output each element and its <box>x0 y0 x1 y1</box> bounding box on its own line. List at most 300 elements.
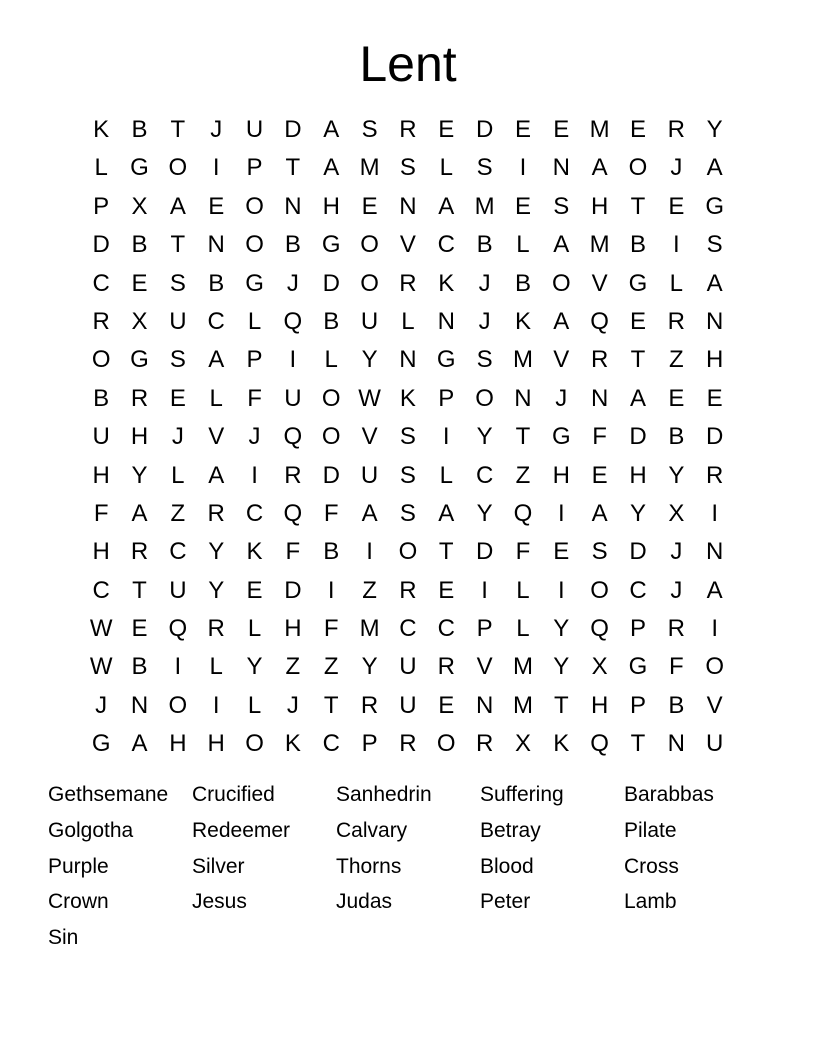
grid-letter: G <box>628 269 648 297</box>
grid-letter: F <box>93 499 109 527</box>
grid-letter: Y <box>706 116 723 143</box>
grid-letter: I <box>366 538 373 566</box>
grid-letter: Q <box>590 307 609 335</box>
grid-letter: U <box>245 116 264 143</box>
grid-letter: L <box>209 653 223 681</box>
grid-letter: B <box>208 269 225 297</box>
grid-letter: G <box>245 269 264 297</box>
grid-letter: C <box>245 499 264 527</box>
grid-letter: K <box>438 269 455 297</box>
word-list-item: Blood <box>480 854 534 878</box>
word-list-item: Calvary <box>336 818 408 842</box>
grid-letter: X <box>131 307 148 335</box>
grid-letter: T <box>170 231 186 259</box>
grid-row <box>82 226 734 264</box>
grid-row <box>82 341 734 379</box>
grid-letter: O <box>360 269 379 297</box>
grid-letter: E <box>131 615 148 643</box>
grid-letter: Y <box>476 499 493 527</box>
grid-letter: Q <box>590 730 609 758</box>
grid-letter: T <box>630 730 646 758</box>
grid-letter: U <box>284 384 302 412</box>
grid-letter: Y <box>668 461 685 489</box>
grid-letter: L <box>516 231 530 259</box>
grid-letter: Q <box>590 615 609 643</box>
grid-letter: D <box>284 576 302 604</box>
grid-letter: U <box>92 423 110 451</box>
grid-letter: R <box>667 307 685 335</box>
grid-letter: P <box>629 691 646 719</box>
grid-letter: O <box>168 691 188 719</box>
grid-letter: Y <box>361 653 378 681</box>
grid-letter: B <box>323 538 340 566</box>
grid-letter: W <box>89 615 113 643</box>
grid-letter: D <box>629 538 647 566</box>
grid-letter: P <box>476 615 493 643</box>
grid-letter: J <box>95 691 108 719</box>
grid-letter: R <box>130 384 149 412</box>
grid-letter: B <box>629 231 646 259</box>
grid-letter: M <box>589 116 610 143</box>
word-list-item: Golgotha <box>48 818 134 842</box>
grid-letter: C <box>169 538 187 566</box>
grid-letter: O <box>398 538 418 566</box>
grid-letter: F <box>285 538 301 566</box>
grid-letter: B <box>668 691 685 719</box>
grid-letter: K <box>553 730 570 758</box>
grid-letter: H <box>169 730 187 758</box>
grid-letter: T <box>170 116 186 143</box>
grid-letter: Q <box>283 423 303 451</box>
grid-letter: L <box>247 691 262 719</box>
grid-letter: O <box>551 269 571 297</box>
grid-letter: F <box>592 423 607 451</box>
grid-letter: O <box>628 154 648 182</box>
grid-letter: T <box>132 576 147 604</box>
grid-letter: M <box>512 653 533 681</box>
grid-row <box>82 265 734 303</box>
grid-letter: F <box>323 615 339 643</box>
grid-letter: A <box>208 346 225 374</box>
grid-letter: Z <box>668 346 684 374</box>
grid-row <box>82 687 734 725</box>
grid-letter: L <box>247 615 262 643</box>
grid-letter: X <box>514 730 531 758</box>
grid-letter: I <box>711 615 718 643</box>
grid-letter: M <box>512 691 533 719</box>
grid-letter: Y <box>246 653 263 681</box>
word-list-item: Sin <box>48 926 79 950</box>
grid-letter: J <box>286 691 299 719</box>
grid-letter: E <box>246 576 263 604</box>
grid-letter: D <box>322 461 340 489</box>
grid-letter: I <box>672 231 680 259</box>
grid-letter: N <box>706 538 724 566</box>
grid-letter: H <box>322 192 340 220</box>
grid-letter: U <box>169 307 187 335</box>
grid-letter: O <box>168 154 188 182</box>
grid-letter: K <box>246 538 263 566</box>
grid-letter: N <box>552 154 570 182</box>
grid-letter: A <box>591 154 608 182</box>
grid-row <box>82 111 734 149</box>
grid-letter: D <box>322 269 340 297</box>
grid-letter: H <box>552 461 570 489</box>
grid-letter: G <box>628 653 648 681</box>
grid-letter: H <box>92 461 110 489</box>
grid-letter: B <box>93 384 110 412</box>
grid-letter: J <box>210 116 223 143</box>
grid-letter: O <box>475 384 494 412</box>
grid-letter: E <box>169 384 186 412</box>
grid-letter: Y <box>476 423 493 451</box>
grid-letter: N <box>207 231 225 259</box>
word-list-item: Purple <box>48 854 109 878</box>
grid-letter: I <box>327 576 335 604</box>
grid-letter: A <box>706 154 723 182</box>
grid-letter: E <box>706 384 723 412</box>
grid-letter: O <box>321 384 341 412</box>
grid-letter: F <box>247 384 262 412</box>
grid-letter: Q <box>283 307 303 335</box>
grid-letter: N <box>399 192 417 220</box>
grid-letter: Y <box>553 615 570 643</box>
grid-letter: J <box>478 269 491 297</box>
grid-letter: H <box>92 538 110 566</box>
grid-letter: L <box>209 384 223 412</box>
grid-letter: V <box>591 269 608 297</box>
grid-letter: M <box>512 346 533 374</box>
grid-letter: J <box>555 384 568 412</box>
grid-letter: P <box>93 192 110 220</box>
grid-letter: A <box>361 499 378 527</box>
grid-letter: O <box>321 423 341 451</box>
word-list-item: Silver <box>192 854 245 878</box>
grid-letter: R <box>207 615 225 643</box>
grid-letter: U <box>360 461 379 489</box>
grid-letter: N <box>590 384 609 412</box>
grid-letter: V <box>208 423 225 451</box>
grid-letter: E <box>553 538 570 566</box>
grid-letter: A <box>706 576 723 604</box>
grid-letter: L <box>401 307 415 335</box>
grid-letter: G <box>551 423 571 451</box>
grid-row <box>82 610 734 648</box>
grid-letter: C <box>629 576 647 604</box>
word-list-item: Crucified <box>192 783 275 806</box>
grid-letter: J <box>248 423 261 451</box>
grid-letter: Y <box>131 461 148 489</box>
grid-letter: A <box>323 116 340 143</box>
grid-row <box>82 457 734 495</box>
grid-letter: Y <box>553 653 570 681</box>
grid-letter: E <box>629 307 646 335</box>
grid-letter: V <box>706 691 723 719</box>
grid-letter: F <box>323 499 339 527</box>
grid-letter: C <box>399 615 417 643</box>
grid-letter: H <box>130 423 149 451</box>
grid-letter: E <box>668 384 685 412</box>
word-list-item: Pilate <box>624 818 677 842</box>
grid-letter: Z <box>285 653 301 681</box>
grid-letter: U <box>399 691 417 719</box>
word-list-item: Betray <box>480 818 541 842</box>
grid-letter: M <box>359 154 380 182</box>
grid-letter: Y <box>208 538 225 566</box>
grid-letter: J <box>670 538 683 566</box>
grid-letter: R <box>667 116 685 143</box>
grid-row <box>82 572 734 610</box>
grid-letter: A <box>438 499 455 527</box>
grid-letter: T <box>438 538 454 566</box>
grid-row <box>82 725 734 763</box>
grid-letter: U <box>169 576 187 604</box>
grid-letter: E <box>514 116 531 143</box>
word-list-item: Gethsemane <box>48 783 169 806</box>
grid-letter: R <box>399 269 417 297</box>
grid-letter: R <box>437 653 455 681</box>
grid-letter: Q <box>513 499 533 527</box>
grid-letter: N <box>706 307 724 335</box>
word-list-item: Lamb <box>624 890 677 914</box>
grid-letter: Y <box>629 499 646 527</box>
grid-letter: S <box>476 346 493 374</box>
grid-letter: I <box>289 346 297 374</box>
grid-letter: L <box>247 307 262 335</box>
grid-letter: M <box>474 192 495 220</box>
grid-letter: E <box>131 269 148 297</box>
grid-letter: O <box>590 576 609 604</box>
grid-letter: R <box>360 691 379 719</box>
grid-row <box>82 418 734 456</box>
grid-letter: A <box>706 269 723 297</box>
grid-letter: H <box>706 346 724 374</box>
grid-letter: S <box>169 346 186 374</box>
grid-letter: I <box>212 154 220 182</box>
grid-letter: N <box>667 730 685 758</box>
grid-letter: I <box>557 576 565 604</box>
grid-letter: C <box>92 269 110 297</box>
grid-letter: R <box>667 615 685 643</box>
grid-letter: V <box>476 653 493 681</box>
grid-letter: V <box>361 423 378 451</box>
grid-letter: U <box>399 653 417 681</box>
word-list-item: Redeemer <box>192 818 291 842</box>
grid-letter: I <box>251 461 258 489</box>
grid-row <box>82 380 734 418</box>
grid-letter: L <box>324 346 338 374</box>
grid-letter: T <box>630 192 646 220</box>
grid-letter: O <box>360 231 379 259</box>
word-list-item: Barabbas <box>624 783 714 806</box>
grid-letter: T <box>323 691 339 719</box>
word-list-item: Suffering <box>480 783 564 806</box>
grid-letter: T <box>553 691 569 719</box>
grid-letter: E <box>361 192 378 220</box>
grid-letter: P <box>246 346 263 374</box>
page-title: Lent <box>359 36 457 92</box>
grid-letter: K <box>514 307 531 335</box>
grid-letter: V <box>553 346 570 374</box>
grid-letter: G <box>321 231 341 259</box>
grid-letter: Z <box>323 653 339 681</box>
grid-letter: A <box>131 499 148 527</box>
grid-letter: A <box>553 307 570 335</box>
grid-letter: H <box>590 192 609 220</box>
grid-letter: R <box>92 307 110 335</box>
grid-letter: B <box>476 231 493 259</box>
grid-letter: B <box>131 653 148 681</box>
grid-letter: S <box>361 116 378 143</box>
grid-letter: H <box>207 730 225 758</box>
grid-letter: N <box>514 384 532 412</box>
grid-letter: E <box>514 192 531 220</box>
grid-letter: B <box>284 231 301 259</box>
grid-letter: G <box>436 346 456 374</box>
grid-letter: R <box>399 116 417 143</box>
grid-letter: S <box>476 154 493 182</box>
grid-letter: Z <box>515 461 531 489</box>
grid-letter: E <box>438 691 455 719</box>
grid-letter: H <box>590 691 609 719</box>
grid-letter: G <box>130 346 149 374</box>
grid-letter: R <box>130 538 149 566</box>
grid-letter: I <box>481 576 488 604</box>
grid-letter: S <box>399 461 416 489</box>
grid-row <box>82 495 734 533</box>
grid-letter: L <box>171 461 185 489</box>
word-list-item: Crown <box>48 890 109 914</box>
grid-letter: F <box>515 538 531 566</box>
grid-letter: N <box>284 192 302 220</box>
letter-grid <box>82 111 734 764</box>
word-list-item: Jesus <box>192 890 247 914</box>
grid-letter: Q <box>168 615 188 643</box>
grid-letter: R <box>207 499 225 527</box>
grid-letter: B <box>668 423 685 451</box>
grid-row <box>82 648 734 686</box>
grid-letter: J <box>670 576 683 604</box>
grid-letter: L <box>94 154 108 182</box>
grid-letter: J <box>478 307 491 335</box>
grid-letter: N <box>399 346 417 374</box>
grid-letter: E <box>438 116 455 143</box>
grid-letter: C <box>92 576 110 604</box>
grid-letter: N <box>475 691 494 719</box>
grid-letter: A <box>131 730 148 758</box>
grid-letter: P <box>629 615 646 643</box>
grid-letter: S <box>399 154 416 182</box>
grid-letter: L <box>516 576 530 604</box>
grid-letter: E <box>629 116 646 143</box>
grid-letter: K <box>93 116 110 143</box>
grid-letter: M <box>359 615 380 643</box>
word-list-item: Peter <box>480 890 531 914</box>
grid-letter: C <box>322 730 340 758</box>
grid-letter: Q <box>283 499 303 527</box>
grid-letter: D <box>284 116 302 143</box>
grid-letter: A <box>591 499 608 527</box>
grid-row <box>82 303 734 341</box>
grid-letter: Z <box>362 576 377 604</box>
grid-letter: V <box>399 231 416 259</box>
grid-letter: C <box>475 461 494 489</box>
grid-letter: K <box>284 730 301 758</box>
grid-letter: L <box>516 615 530 643</box>
grid-letter: A <box>553 231 570 259</box>
grid-letter: G <box>705 192 724 220</box>
grid-row <box>82 149 734 187</box>
grid-letter: I <box>174 653 182 681</box>
grid-letter: L <box>669 269 683 297</box>
grid-letter: C <box>437 615 455 643</box>
word-list-item: Cross <box>624 854 679 878</box>
grid-letter: C <box>207 307 225 335</box>
grid-letter: C <box>437 231 455 259</box>
grid-letter: I <box>711 499 718 527</box>
grid-letter: D <box>706 423 724 451</box>
grid-letter: O <box>245 192 264 220</box>
grid-letter: P <box>246 154 263 182</box>
grid-letter: J <box>171 423 184 451</box>
grid-letter: T <box>515 423 531 451</box>
grid-row <box>82 533 734 571</box>
grid-letter: G <box>130 154 149 182</box>
grid-letter: B <box>131 116 148 143</box>
grid-letter: S <box>591 538 608 566</box>
grid-letter: R <box>590 346 609 374</box>
grid-letter: W <box>89 653 113 681</box>
grid-letter: N <box>437 307 455 335</box>
grid-letter: E <box>591 461 608 489</box>
grid-letter: Y <box>361 346 378 374</box>
grid-letter: K <box>399 384 416 412</box>
grid-letter: A <box>629 384 646 412</box>
grid-letter: U <box>360 307 379 335</box>
grid-letter: I <box>557 499 565 527</box>
grid-letter: D <box>629 423 647 451</box>
grid-letter: Y <box>208 576 225 604</box>
grid-letter: S <box>706 231 723 259</box>
grid-letter: I <box>212 691 220 719</box>
grid-letter: T <box>285 154 301 182</box>
grid-letter: R <box>399 576 417 604</box>
grid-letter: D <box>475 116 494 143</box>
grid-letter: I <box>442 423 450 451</box>
grid-letter: S <box>169 269 186 297</box>
grid-letter: L <box>439 461 453 489</box>
grid-letter: O <box>436 730 456 758</box>
grid-letter: J <box>286 269 299 297</box>
grid-letter: R <box>399 730 417 758</box>
word-list-item: Judas <box>336 890 393 914</box>
grid-letter: X <box>668 499 685 527</box>
grid-letter: B <box>514 269 531 297</box>
grid-letter: L <box>439 154 453 182</box>
grid-letter: S <box>553 192 570 220</box>
word-list <box>48 777 778 956</box>
grid-letter: O <box>91 346 111 374</box>
grid-letter: S <box>399 423 416 451</box>
grid-letter: O <box>245 730 264 758</box>
grid-letter: M <box>589 231 610 259</box>
grid-letter: H <box>284 615 302 643</box>
grid-row <box>82 188 734 226</box>
grid-letter: S <box>399 499 416 527</box>
grid-letter: O <box>245 231 264 259</box>
grid-letter: I <box>519 154 527 182</box>
word-list-item: Thorns <box>336 854 402 878</box>
